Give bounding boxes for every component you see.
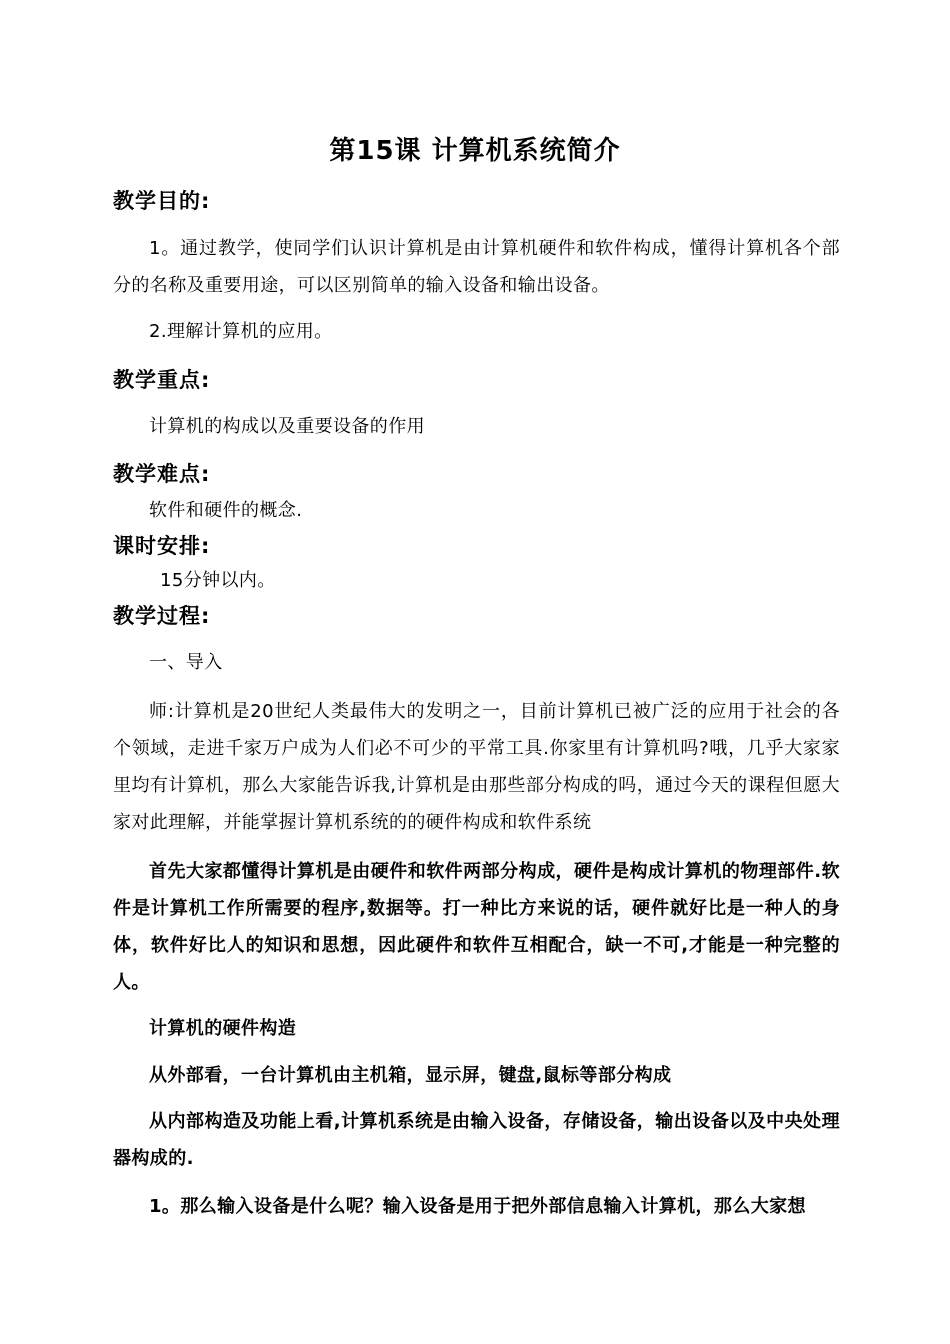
input-device-paragraph: 1。那么输入设备是什么呢？输入设备是用于把外部信息输入计算机，那么大家想 — [149, 1196, 806, 1217]
section-1-title: 一、导入 — [149, 652, 223, 673]
keypoints-heading: 教学重点: — [113, 368, 211, 392]
intro-paragraph: 师:计算机是20世纪人类最伟大的发明之一，目前计算机已被广泛的应用于社会的各个领域，走进千家万户成为人们必不可少的平常工具.你家里有计算机吗?哦，几乎大家家里均有计算机，那么大家能告诉我,计算机是由那些部分构成的吗，通过今天的课程但愿大家对此理解，并能掌握计算机系统的的硬件构成和软件系统 — [113, 701, 840, 833]
external-view-text: 从外部看，一台计算机由主机箱，显示屏，键盘,鼠标等部分构成 — [149, 1065, 672, 1086]
objective-1-paragraph: 1。通过教学，使同学们认识计算机是由计算机硬件和软件构成，懂得计算机各个部分的名称及重要用途，可以区别简单的输入设备和输出设备。 — [113, 238, 840, 296]
schedule-text: 15分钟以内。 — [160, 570, 276, 591]
difficulties-heading: 教学难点: — [113, 462, 211, 486]
difficulties-text: 软件和硬件的概念. — [149, 500, 303, 521]
hardware-structure-title: 计算机的硬件构造 — [149, 1018, 297, 1039]
internal-view-paragraph: 从内部构造及功能上看,计算机系统是由输入设备，存储设备，输出设备以及中央处理器构成的. — [113, 1111, 840, 1169]
keypoints-text: 计算机的构成以及重要设备的作用 — [149, 416, 425, 437]
process-heading: 教学过程: — [113, 604, 211, 628]
schedule-heading: 课时安排: — [113, 534, 211, 558]
objective-2-paragraph: 2.理解计算机的应用。 — [149, 321, 333, 342]
hardware-software-paragraph: 首先大家都懂得计算机是由硬件和软件两部分构成，硬件是构成计算机的物理部件.软件是计算机工作所需要的程序,数据等。打一种比方来说的话，硬件就好比是一种人的身体，软件好比人的知识和思想，因此硬件和软件互相配合，缺一不可,才能是一种完整的人。 — [113, 861, 840, 993]
page-title: 第15课 计算机系统简介 — [329, 136, 621, 166]
objectives-heading: 教学目的: — [113, 189, 211, 213]
